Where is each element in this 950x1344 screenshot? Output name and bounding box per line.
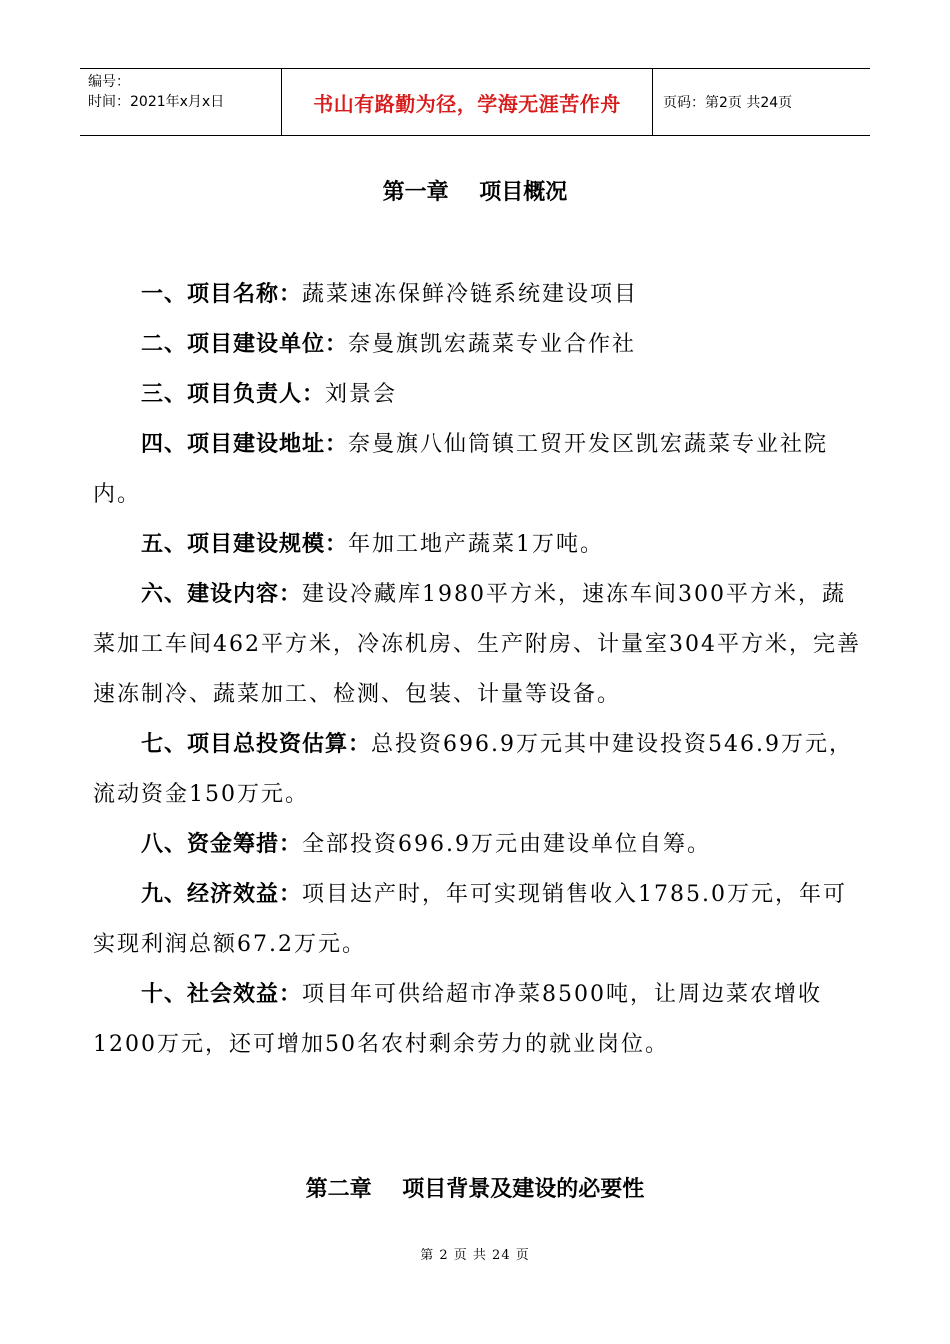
item-text: 总投资696.9万元其中建设投资546.9万元，流动资金150万元。 — [93, 732, 853, 807]
overview-item — [93, 370, 863, 420]
page-footer: 第 2 页 共 24 页 — [420, 1248, 530, 1263]
overview-item — [93, 870, 863, 970]
item-text: 奈曼旗凯宏蔬菜专业合作社 — [348, 332, 637, 357]
item-text: 项目达产时，年可实现销售收入1785.0万元，年可实现利润总额67.2万元。 — [93, 882, 847, 957]
overview-item — [93, 270, 863, 320]
header-motto: 书山有路勤为径，学海无涯苦作舟 — [281, 69, 653, 135]
item-label: 一、项目名称： — [141, 282, 303, 307]
item-label: 八、资金筹措： — [141, 832, 303, 857]
overview-item — [93, 820, 863, 870]
item-text: 项目年可供给超市净菜8500吨，让周边菜农增收1200万元，还可增加50名农村剩余劳力的就业岗位。 — [93, 982, 823, 1057]
item-label: 二、项目建设单位： — [141, 332, 349, 357]
item-label: 九、经济效益： — [141, 882, 303, 907]
item-label: 五、项目建设规模： — [141, 532, 349, 557]
item-text: 建设冷藏库1980平方米，速冻车间300平方米，蔬菜加工车间462平方米，冷冻机房、生产附房、计量室304平方米，完善速冻制冷、蔬菜加工、检测、包装、计量等设备。 — [93, 582, 861, 707]
project-overview-content — [93, 270, 863, 1070]
item-label: 十、社会效益： — [141, 982, 303, 1007]
overview-item — [93, 520, 863, 570]
item-text: 奈曼旗八仙筒镇工贸开发区凯宏蔬菜专业社院内。 — [93, 432, 829, 507]
overview-item — [93, 570, 863, 720]
item-text: 蔬菜速冻保鲜冷链系统建设项目 — [302, 282, 639, 307]
overview-item — [93, 970, 863, 1070]
document-number-label: 编号： — [88, 74, 130, 90]
item-label: 四、项目建设地址： — [141, 432, 349, 457]
overview-item — [93, 320, 863, 370]
item-text: 刘景会 — [325, 382, 398, 407]
overview-item — [93, 420, 863, 520]
chapter-1-title: 第一章 项目概况 — [382, 180, 568, 205]
item-text: 年加工地产蔬菜1万吨。 — [348, 532, 605, 557]
chapter-2-title: 第二章 项目背景及建设的必要性 — [305, 1177, 645, 1202]
item-label: 六、建设内容： — [141, 582, 303, 607]
item-label: 七、项目总投资估算： — [141, 732, 372, 757]
item-label: 三、项目负责人： — [141, 382, 326, 407]
document-time-label: 时间：2021年x月x日 — [88, 94, 225, 110]
item-text: 全部投资696.9万元由建设单位自筹。 — [302, 832, 711, 857]
header-meta-cell — [80, 69, 281, 135]
overview-item — [93, 720, 863, 820]
page-header — [80, 68, 870, 136]
header-page-info: 页码：第2页 共24页 — [663, 95, 793, 111]
